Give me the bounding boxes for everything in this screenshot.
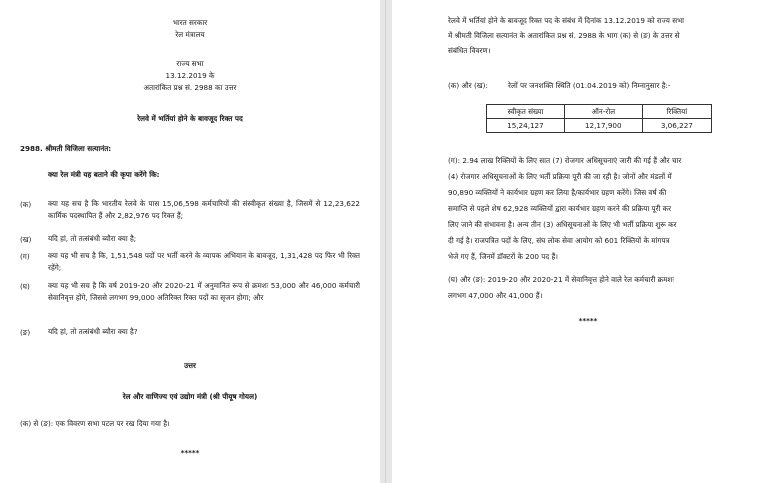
table-header-on-roll: ऑन-रोल bbox=[564, 105, 642, 119]
left-page bbox=[0, 0, 380, 483]
para-gh-line-2: लगभग 47,000 और 41,000 हैं। bbox=[448, 291, 543, 300]
table-cell-vacancies: 3,06,227 bbox=[642, 119, 711, 133]
answer-ab-text: रेलों पर जनशक्ति स्थिति (01.04.2019 को) निम्नानुसार है:- bbox=[508, 81, 671, 90]
para-g-line-7: भेजे गए हैं, जिनमें डॉक्टरों के 200 पद हैं। bbox=[448, 252, 558, 261]
header-ministry: रेल मंत्रालय bbox=[175, 30, 205, 39]
table-cell-on-roll: 12,17,900 bbox=[564, 119, 642, 133]
house-name: राज्य सभा bbox=[176, 59, 204, 68]
table-header-row bbox=[487, 105, 712, 119]
answer-text: (क) से (ङ): एक विवरण सभा पटल पर रख दिया गया है। bbox=[20, 419, 170, 428]
question-text-ka: क्या यह सच है कि भारतीय रेलवे के पास 15,06,598 कर्मचारियों की संस्वीकृत संख्या है, जिसमें से 12,23,622 कार्मिक पदस्थापित हैं और 2,82,976 पद रिक्त हैं; bbox=[48, 199, 360, 220]
question-label-kha: (ख) bbox=[20, 235, 32, 244]
para-g-line-3: 90,890 व्यक्तियों ने कार्यभार ग्रहण कर लिया है/कार्यभार ग्रहण करेंगे। जिस वर्ष की bbox=[448, 188, 667, 197]
manpower-table bbox=[486, 104, 712, 133]
question-label-nga: (ङ) bbox=[20, 328, 31, 337]
statement-intro-line-2: में श्रीमती विजिला सत्यानंत के अतारांकित प्रश्न सं. 2988 के भाग (क) से (ङ) के उत्तर से bbox=[448, 31, 680, 40]
minister-name: रेल और वाणिज्य एवं उद्योग मंत्री (श्री पीयूष गोयल) bbox=[122, 392, 258, 401]
para-g-line-4: समाप्ति से पहले शेष 62,928 व्यक्तियों द्वारा कार्यभार ग्रहण करने की प्रक्रिया पूरी कर bbox=[448, 204, 672, 213]
end-mark-right: ***** bbox=[578, 316, 598, 325]
para-g-line-5: लिए जाने की संभावना है। अन्य तीन (3) अधिसूचनाओं के लिए भी भर्ती प्रक्रिया शुरू कर bbox=[448, 220, 677, 229]
subject-title: रेलवे में भर्तियां होने के बावजूद रिक्त पद bbox=[137, 114, 243, 123]
table-header-vacancies: रिक्तियां bbox=[642, 105, 711, 119]
asker-name: 2988. श्रीमती विजिला सत्यानंत: bbox=[20, 144, 112, 153]
question-type: अतारांकित प्रश्न सं. 2988 का उत्तर bbox=[143, 83, 237, 92]
answer-heading: उत्तर bbox=[184, 361, 196, 370]
question-text-kha: यदि हां, तो तत्संबंधी ब्यौरा क्या है; bbox=[48, 234, 137, 243]
para-g-line-6: दी गई है। राजपत्रित पदों के लिए, संघ लोक सेवा आयोग को 601 रिक्तियों के मांगपत्र bbox=[448, 236, 670, 245]
table-header-sanctioned: स्वीकृत संख्या bbox=[487, 105, 565, 119]
question-intro: क्या रेल मंत्री यह बताने की कृपा करेंगे कि: bbox=[48, 170, 160, 179]
statement-intro-line-1: रेलवे में भर्तियां होने के बावजूद रिक्त पद के संबंध में दिनांक 13.12.2019 को राज्य सभा bbox=[448, 16, 685, 25]
end-mark-left: ***** bbox=[180, 448, 200, 457]
question-label-ga: (ग) bbox=[20, 252, 30, 261]
question-label-ka: (क) bbox=[20, 200, 32, 209]
para-g-line-1: (ग): 2.94 लाख रिक्तियों के लिए सात (7) रोजगार अधिसूचनाएं जारी की गई हैं और चार bbox=[448, 156, 682, 165]
question-text-gha: क्या यह भी सच है कि वर्ष 2019-20 और 2020-21 में अनुमानित रूप से क्रमशः 53,000 और 46,000 कर्मचारी सेवानिवृत्त होंगे, जिससे लगभग 99,000 अतिरिक्त रिक्त पदों का सृजन होगा; और bbox=[48, 281, 360, 302]
page-gutter bbox=[380, 0, 392, 483]
statement-intro-line-3: संबंधित विवरण। bbox=[448, 46, 491, 55]
right-page bbox=[392, 0, 784, 483]
question-label-gha: (घ) bbox=[20, 282, 30, 291]
table-row bbox=[487, 119, 712, 133]
para-g-line-2: (4) रोजगार अधिसूचनाओं के लिए भर्ती प्रक्रिया पूरी की जा रही है। जोनों और मंडलों में bbox=[448, 172, 672, 181]
header-government: भारत सरकार bbox=[172, 18, 208, 27]
table-cell-sanctioned: 15,24,127 bbox=[487, 119, 565, 133]
para-gh-line-1: (घ) और (ङ): 2019-20 और 2020-21 में सेवानिवृत्त होने वाले रेल कर्मचारी क्रमशः bbox=[448, 275, 674, 284]
question-date: 13.12.2019 के bbox=[165, 71, 215, 80]
question-text-ga: क्या यह भी सच है कि, 1,51,548 पदों पर भर्ती करने के व्यापक अभियान के बावजूद, 1,31,428 पद फिर भी रिक्त रहेंगे; bbox=[48, 251, 360, 272]
question-text-nga: यदि हां, तो तत्संबंधी ब्यौरा क्या है? bbox=[48, 327, 138, 336]
answer-ab-label: (क) और (ख): bbox=[448, 81, 488, 90]
